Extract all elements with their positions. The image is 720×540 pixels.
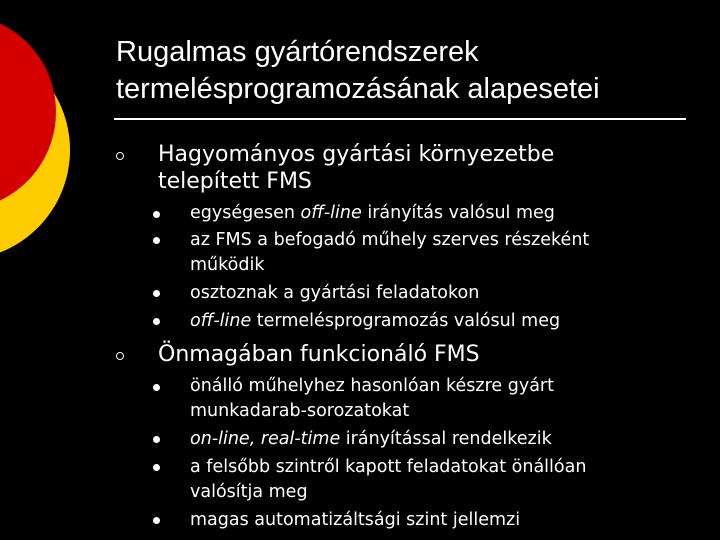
slide-title-line2: termelésprogramozásának alapesetei [116, 73, 600, 105]
list-item: önálló műhelyhez hasonlóan készre gyárt munkadarab-sorozatokat [190, 376, 554, 421]
section-heading-line1: Hagyományos gyártási környezetbe [158, 142, 555, 167]
section-heading [158, 341, 678, 368]
slide-title [116, 34, 696, 108]
list-item: egységesen off-line irányítás valósul meg [190, 203, 555, 223]
italic-term: off-line [300, 203, 362, 223]
italic-term: on-line, real-time [190, 429, 341, 449]
dot-bullet-icon [153, 290, 160, 297]
section-heading-line2: telepített FMS [158, 169, 312, 194]
section-heading [158, 141, 678, 195]
italic-term: off-line [190, 311, 252, 331]
list-item: osztoznak a gyártási feladatokon [190, 283, 480, 303]
slide-title-line1: Rugalmas gyártórendszerek [116, 36, 479, 68]
dot-bullet-icon [153, 318, 160, 325]
dot-bullet-icon [153, 237, 160, 244]
dot-bullet-icon [153, 384, 160, 391]
dot-bullet-icon [153, 211, 160, 218]
list-item: az FMS a befogadó műhely szerves részeként működik [190, 230, 590, 275]
title-divider [114, 118, 686, 120]
section-heading-line1: Önmagában funkcionáló FMS [158, 342, 480, 367]
list-item: off-line termelésprogramozás valósul meg [190, 311, 561, 331]
ring-bullet-icon [116, 352, 124, 360]
list-item: on-line, real-time irányítással rendelkezik [190, 429, 552, 449]
dot-bullet-icon [153, 464, 160, 471]
list-item: magas automatizáltsági szint jellemzi [190, 510, 521, 530]
ring-bullet-icon [116, 152, 124, 160]
list-item: a felsőbb szintről kapott feladatokat önállóan valósítja meg [190, 457, 587, 502]
dot-bullet-icon [153, 517, 160, 524]
dot-bullet-icon [153, 436, 160, 443]
